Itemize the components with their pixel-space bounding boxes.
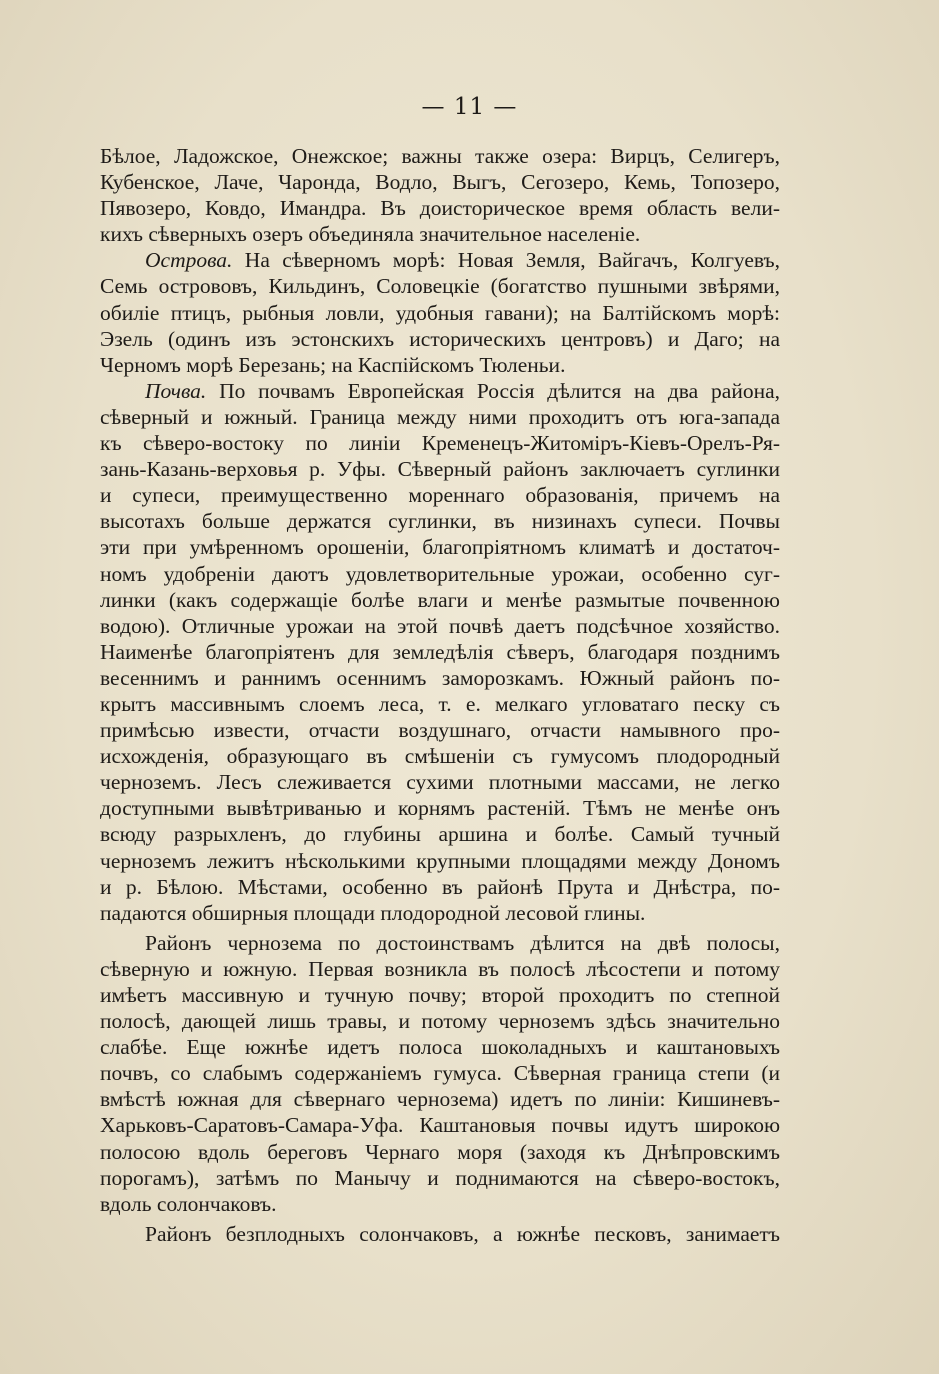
text-line: имѣетъ массивную и тучную почву; второй проходитъ по степной: [100, 983, 780, 1007]
text-line: крытъ массивнымъ слоемъ леса, т. е. мелкаго угловатаго песку съ: [100, 691, 780, 716]
section-heading-soil: Почва.: [145, 378, 207, 403]
text-line: сѣверную и южную. Первая возникла въ полосѣ лѣсостепи и потому: [100, 956, 780, 981]
body-text: [100, 143, 780, 1247]
text-line: и р. Бѣлою. Мѣстами, особенно въ районѣ Прута и Днѣстра, по-: [100, 874, 780, 899]
text-line: высотахъ больше держатся суглинки, въ низинахъ супеси. Почвы: [100, 509, 780, 534]
text-line: сѣверный и южный. Граница между ними проходитъ отъ юга-запада: [100, 404, 780, 429]
text-line: Наименѣе благопріятенъ для земледѣлія сѣверъ, благодаря позднимъ: [100, 639, 780, 664]
text-line: [100, 247, 780, 273]
text-line: вдоль солончаковъ.: [100, 1191, 277, 1216]
text-line: вмѣстѣ южная для сѣвернаго чернозема) идетъ по линіи: Кишиневъ-: [100, 1087, 780, 1112]
text-line: слабѣе. Еще южнѣе идетъ полоса шоколадныхъ и каштановыхъ: [100, 1035, 780, 1060]
text-line: порогамъ), затѣмъ по Манычу и поднимаются на сѣверо-востокъ,: [100, 1165, 780, 1190]
section-heading-islands: Острова.: [145, 248, 233, 273]
text-line: почвъ, со слабымъ содержаніемъ гумуса. Сѣверная граница степи (и: [100, 1061, 780, 1086]
page-number: — 11 —: [421, 94, 518, 120]
text-line: всюду разрыхленъ, до глубины аршина и болѣе. Самый тучный: [100, 822, 780, 847]
text-line: Пявозеро, Ковдо, Имандра. Въ доисторическое время область вели-: [100, 196, 780, 221]
text-line: къ сѣверо-востоку по линіи Кременецъ-Житоміръ-Кіевъ-Орелъ-Ря-: [100, 431, 780, 456]
text-line: линки (какъ содержащіе болѣе влаги и менѣе размытые почвенною: [100, 587, 780, 612]
text-line: исхожденія, образующаго въ смѣшеніи съ гумусомъ плодородный: [100, 744, 780, 769]
text-line: примѣсью извести, отчасти воздушнаго, отчасти намывного про-: [100, 718, 780, 743]
text-line: доступными вывѣтриванью и корнямъ растеній. Тѣмъ не менѣе онъ: [100, 796, 780, 821]
text-line: падаются обширныя площади плодородной лесовой глины.: [100, 900, 646, 925]
text-line: зань-Казань-верховья р. Уфы. Сѣверный районъ заключаетъ суглинки: [100, 457, 780, 482]
text-line: водою). Отличные урожаи на этой почвѣ даетъ подсѣчное хозяйство.: [100, 613, 780, 638]
text-line: Кубенское, Лаче, Чаронда, Водло, Выгъ, Сегозеро, Кемь, Топозеро,: [100, 170, 780, 195]
text-line-rest: На сѣверномъ морѣ: Новая Земля, Вайгачъ, Колгуевъ,: [244, 248, 781, 273]
text-line: Районъ безплодныхъ солончаковъ, а южнѣе песковъ, занимаетъ: [145, 1221, 780, 1246]
text-line: черноземъ. Лесъ слеживается сухими плотными массами, не легко: [100, 770, 780, 795]
text-line: Семь острововъ, Кильдинъ, Соловецкіе (богатство пушными звѣрями,: [100, 274, 780, 299]
text-line: полосою вдоль береговъ Чернаго моря (заходя къ Днѣпровскимъ: [100, 1139, 780, 1164]
text-line: весеннимъ и раннимъ осеннимъ заморозкамъ. Южный районъ по-: [100, 665, 780, 690]
text-line: номъ удобреніи даютъ удовлетворительные урожаи, особенно суг-: [100, 561, 780, 586]
text-line: Эзель (одинъ изъ эстонскихъ историческихъ центровъ) и Даго; на: [100, 326, 780, 351]
text-line: эти при умѣренномъ орошеніи, благопріятномъ климатѣ и достаточ-: [100, 535, 780, 560]
text-line: Районъ чернозема по достоинствамъ дѣлится на двѣ полосы,: [145, 930, 780, 955]
text-line: обиліе птицъ, рыбныя ловли, удобныя гавани); на Балтійскомъ морѣ:: [100, 300, 780, 325]
text-line: Харьковъ-Саратовъ-Самара-Уфа. Каштановыя почвы идутъ широкою: [100, 1113, 780, 1138]
text-line-rest: По почвамъ Европейская Россія дѣлится на два района,: [219, 378, 780, 403]
text-line: Черномъ морѣ Березань; на Каспійскомъ Тюленьи.: [100, 352, 566, 377]
text-line: кихъ сѣверныхъ озеръ объединяла значительное населеніе.: [100, 222, 641, 247]
text-line: и супеси, преимущественно мореннаго образованія, причемъ на: [100, 483, 780, 508]
text-line: полосѣ, дающей лишь травы, и потому черноземъ здѣсь значительно: [100, 1009, 780, 1034]
text-line: [100, 378, 780, 404]
text-line: черноземъ лежитъ нѣсколькими крупными площадями между Дономъ: [100, 848, 780, 873]
text-line: Бѣлое, Ладожское, Онежское; важны также озера: Вирцъ, Селигеръ,: [100, 144, 780, 168]
